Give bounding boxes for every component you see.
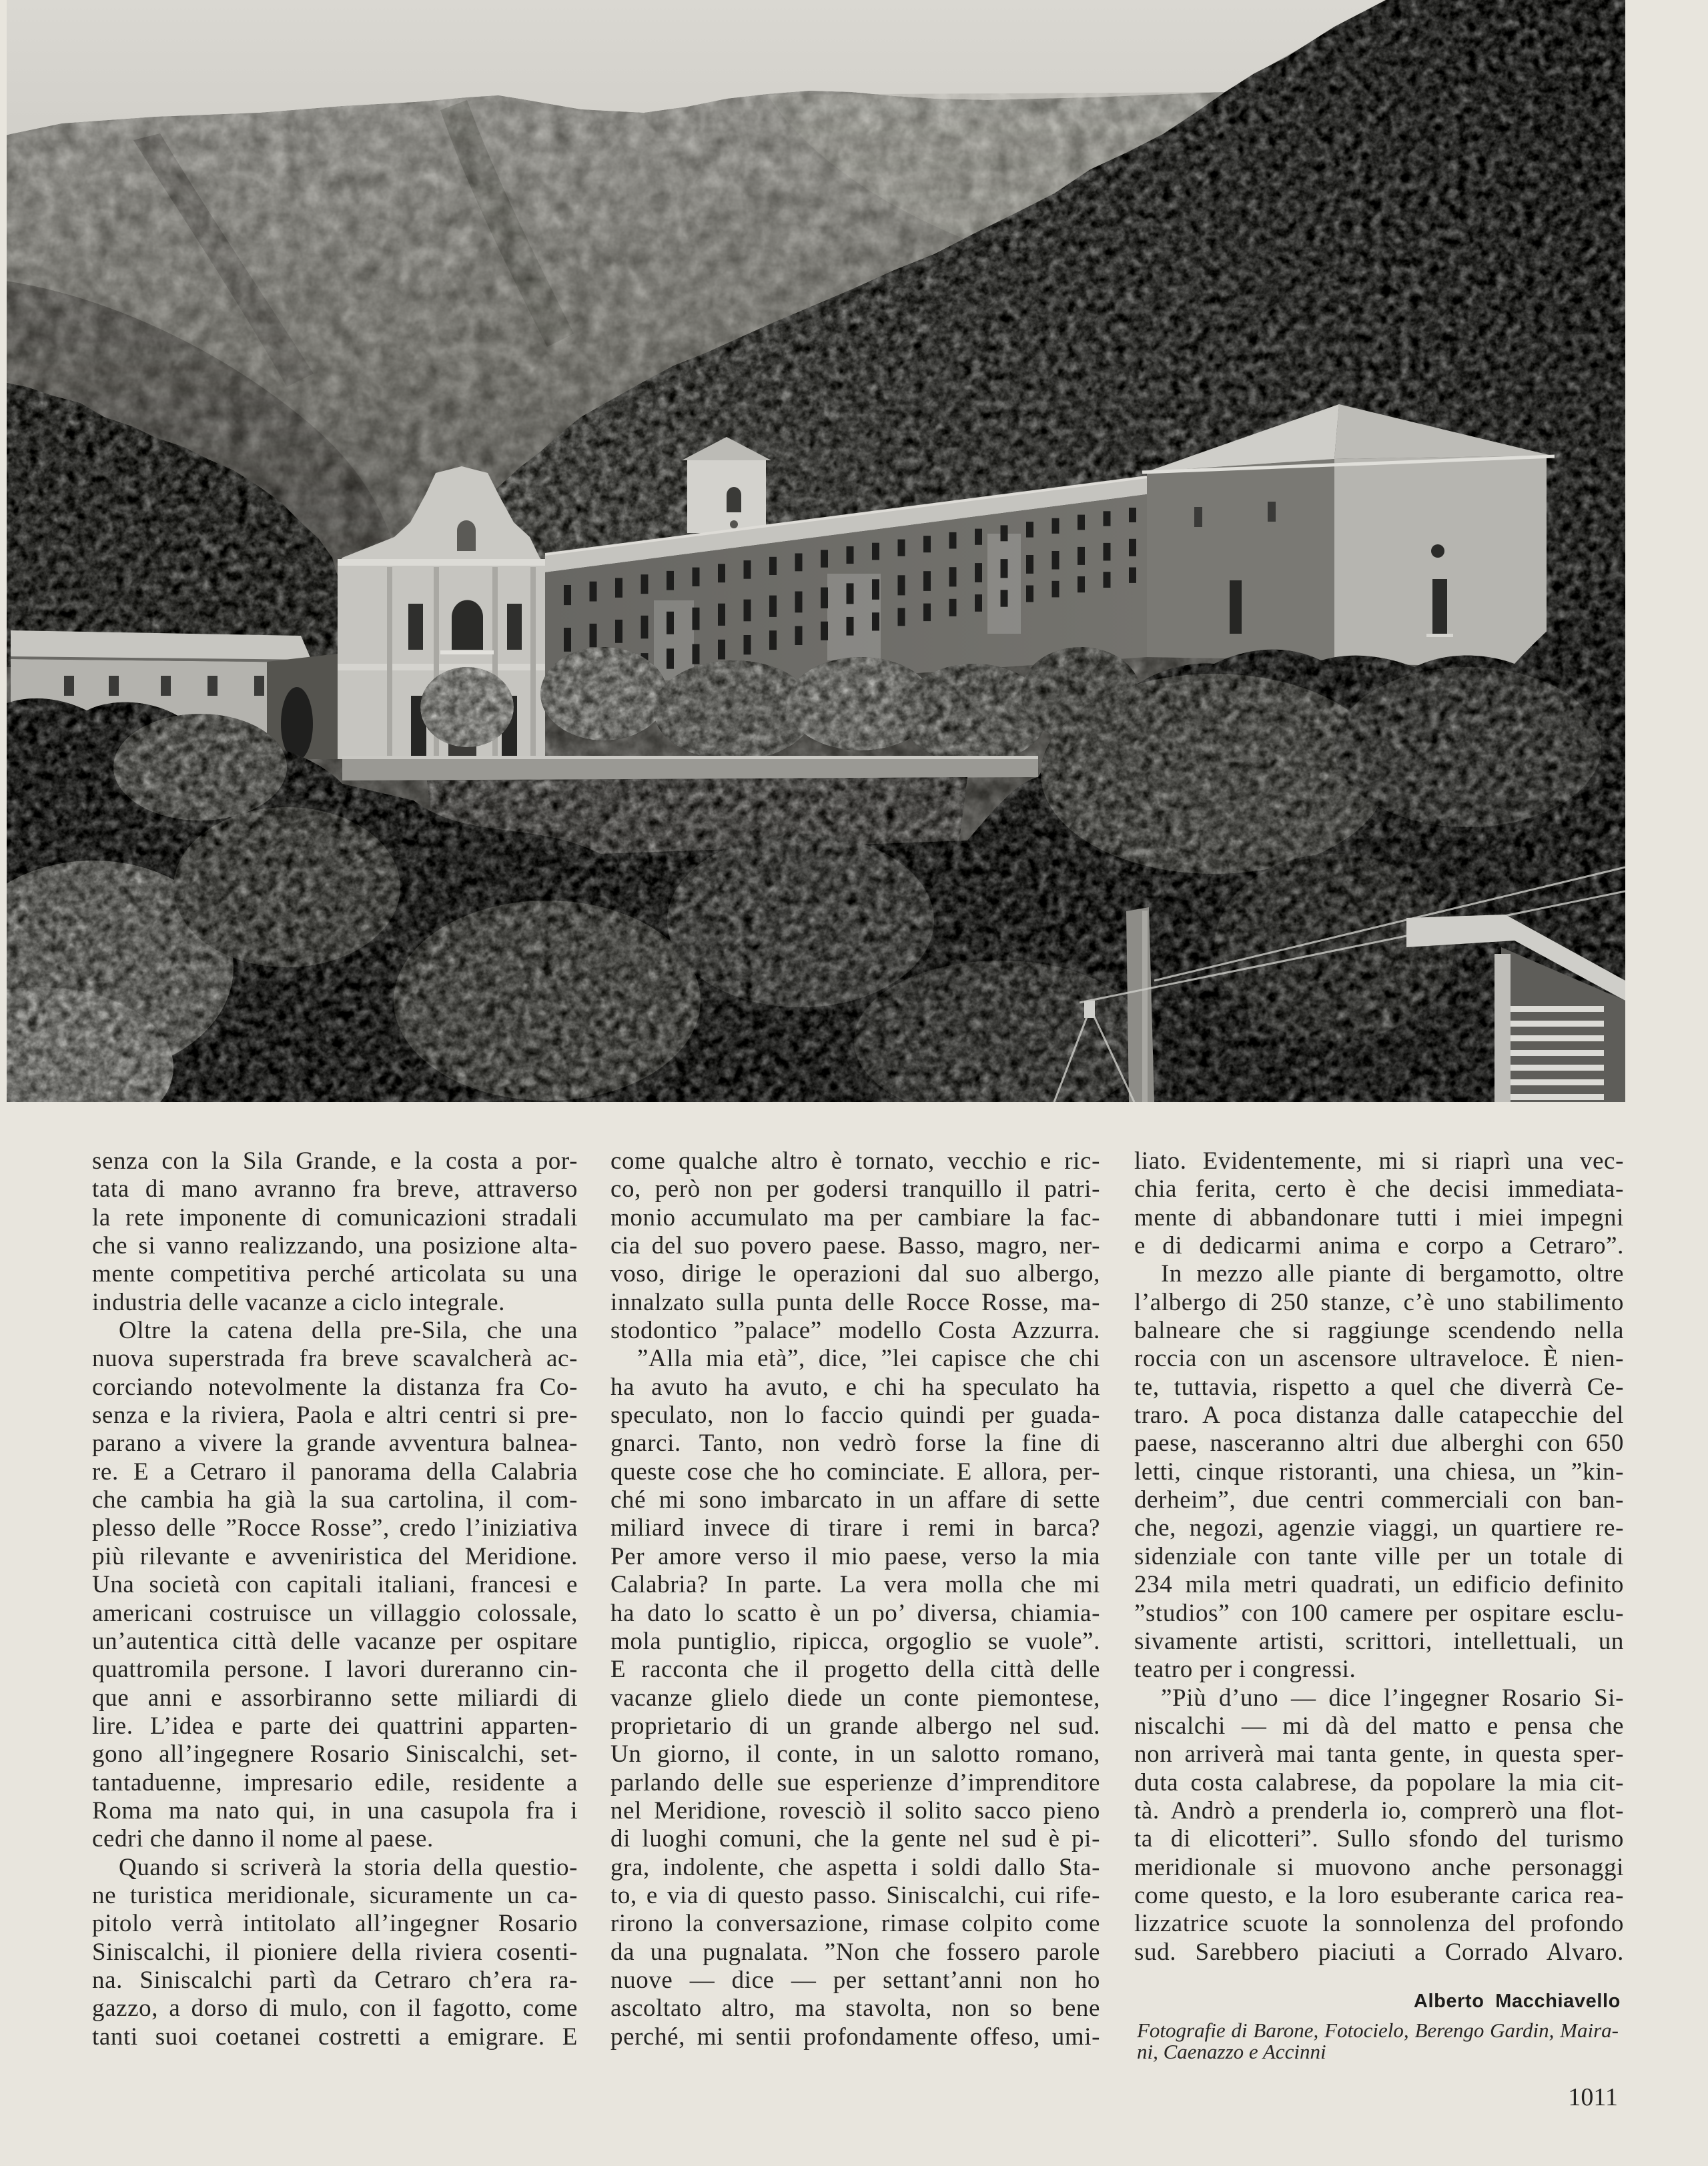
window — [667, 612, 674, 634]
window — [898, 608, 905, 626]
photo-credits — [1137, 2020, 1619, 2063]
window — [1026, 555, 1033, 574]
text-line: ha dato lo scatto è un po’ diversa, chiamia- — [610, 1599, 1100, 1627]
text-line: senza e la riviera, Paola e altri centri si pre- — [92, 1402, 578, 1430]
text-line: Calabria? In parte. La vera molla che mi — [610, 1571, 1100, 1599]
text-line: sidenziale con tante ville per un totale di — [1134, 1542, 1624, 1570]
photo-credits-line: ni, Caenazzo e Accinni — [1137, 2040, 1326, 2063]
text-line: sivamente artisti, scrittori, intellettuali, un — [1134, 1627, 1624, 1655]
text-line: un’autentica città delle vacanze per ospitare — [92, 1627, 578, 1655]
text-line: balneare che si raggiunge scendendo nella — [1134, 1317, 1624, 1345]
text-line: che cambia ha già la sua cartolina, il com- — [92, 1486, 578, 1514]
window — [718, 564, 725, 582]
window — [975, 529, 982, 545]
terrace-wall — [342, 756, 1038, 780]
text-line: la rete imponente di comunicazioni stradali — [92, 1203, 578, 1231]
text-line: da una pugnalata. ”Non che fossero parole — [610, 1938, 1100, 1966]
text-line: te, tuttavia, rispetto a quel che diverrà Ce- — [1134, 1373, 1624, 1401]
window — [744, 635, 751, 654]
paragraph-start: Oltre la catena della pre-Sila, che una — [119, 1317, 578, 1345]
text-line: nel Meridione, rovesciò il solito sacco pieno — [610, 1796, 1100, 1824]
window — [769, 557, 777, 575]
text-line: ”studios” con 100 camere per ospitare esclu- — [1134, 1599, 1624, 1627]
window — [769, 596, 777, 617]
text-line: e di dedicarmi anima e corpo a Cetraro”. — [1134, 1232, 1624, 1260]
text-line: mente competitiva perché articolata su una — [92, 1260, 578, 1288]
text-line: to, e via di questo passo. Siniscalchi, cui rife- — [610, 1881, 1100, 1909]
text-line: innalzato sulla punta delle Rocce Rosse, ma- — [610, 1288, 1100, 1316]
text-line: gono all’ingegnere Rosario Siniscalchi, set- — [92, 1740, 578, 1768]
text-line: come questo, e la loro esuberante carica rea- — [1134, 1881, 1624, 1909]
window — [1052, 551, 1059, 570]
window — [1078, 547, 1085, 565]
text-column-2 — [610, 1147, 1100, 2051]
text-line: 234 mila metri quadrati, un edificio definito — [1134, 1571, 1624, 1599]
text-line: cia del suo povero paese. Basso, magro, ner- — [610, 1232, 1100, 1260]
window — [898, 575, 905, 595]
text-line: lizzatrice scuote la sonnolenza del profondo — [1134, 1910, 1624, 1938]
paragraph-start: ”Alla mia età”, dice, ”lei capisce che chi — [637, 1345, 1100, 1373]
text-line: cedri che danno il nome al paese. — [92, 1825, 434, 1853]
window — [847, 617, 854, 636]
text-line: traro. A poca distanza dalle catapecchie del — [1134, 1402, 1624, 1430]
text-line: Siniscalchi, il pioniere della riviera cosenti- — [92, 1938, 578, 1966]
text-line: industria delle vacanze a ciclo integrale. — [92, 1288, 505, 1316]
text-line: duta costa calabrese, da popolare la mia cit- — [1134, 1768, 1624, 1796]
window — [821, 622, 828, 640]
text-line: re. E a Cetraro il panorama della Calabria — [92, 1458, 578, 1486]
window — [1052, 581, 1059, 598]
window — [949, 532, 957, 549]
author-byline: Alberto Macchiavello — [1413, 1991, 1621, 2012]
window — [641, 616, 649, 639]
paragraph-start: ”Più d’uno — dice l’ingegner Rosario Si- — [1161, 1684, 1624, 1712]
text-line: que anni e assorbiranno sette miliardi di — [92, 1684, 578, 1712]
window — [1104, 543, 1111, 561]
text-line: ché mi sono imbarcato in un affare di sette — [610, 1486, 1100, 1514]
window — [1078, 515, 1085, 530]
window — [949, 599, 957, 616]
text-line: gazzo, a dorso di mulo, con il fagotto, come — [92, 1995, 578, 2023]
window — [1129, 568, 1136, 583]
window — [975, 594, 982, 612]
text-line: monio accumulato ma per cambiare la fac- — [610, 1203, 1100, 1231]
window — [795, 592, 803, 613]
text-line: liato. Evidentemente, mi si riaprì una vec- — [1134, 1147, 1624, 1175]
text-line: derheim”, due centri commerciali con ban- — [1134, 1486, 1624, 1514]
text-line: come qualche altro è tornato, vecchio e ric- — [610, 1147, 1100, 1175]
text-line: lire. L’idea e parte dei quattrini apparten- — [92, 1712, 578, 1740]
window — [1104, 572, 1111, 588]
text-line: na. Siniscalchi partì da Cetraro ch’era ra- — [92, 1966, 578, 1994]
window — [949, 567, 957, 586]
text-line: proprietario di un grande albergo nel sud. — [610, 1712, 1100, 1740]
text-line: non arriverà mai tanta gente, in questa sper- — [1134, 1740, 1624, 1768]
text-line: parlando delle sue esperienze d’imprenditore — [610, 1768, 1100, 1796]
window — [847, 546, 854, 564]
text-line: mente di abbandonare tutti i miei impegni — [1134, 1203, 1624, 1231]
window — [872, 543, 879, 560]
window — [641, 574, 649, 594]
text-line: gra, indolente, che aspetta i soldi dallo Sta- — [610, 1853, 1100, 1881]
text-line: perché, mi sentii profondamente offeso, umi- — [610, 2023, 1100, 2051]
text-line: plesso delle ”Rocce Rosse”, credo l’iniziativa — [92, 1514, 578, 1542]
window — [693, 608, 700, 630]
text-line: quattromila persone. I lavori dureranno cin- — [92, 1656, 578, 1684]
window — [590, 624, 597, 647]
text-line: senza con la Sila Grande, e la costa a por- — [92, 1147, 578, 1175]
window — [564, 585, 571, 605]
paragraph-start: Quando si scriverà la storia della questio- — [119, 1853, 578, 1881]
window — [1001, 559, 1008, 578]
text-line: meridionale si muovono anche personaggi — [1134, 1853, 1624, 1881]
text-line: ha avuto ha avuto, e chi ha speculato ha — [610, 1373, 1100, 1401]
window — [821, 588, 828, 608]
window — [1026, 522, 1033, 538]
window — [667, 571, 674, 590]
text-line: corciando notevolmente la distanza fra Co- — [92, 1373, 578, 1401]
text-line: che, negozi, agenzie viaggi, un quartiere re- — [1134, 1514, 1624, 1542]
text-line: niscalchi — mi dà del matto e pensa che — [1134, 1712, 1624, 1740]
window — [821, 550, 828, 567]
window — [872, 612, 879, 630]
window — [923, 571, 931, 591]
text-line: Roma ma nato qui, in una casupola fra i — [92, 1796, 578, 1824]
text-line: speculato, non lo faccio quindi per guada- — [610, 1402, 1100, 1430]
text-line: tantaduenne, impresario edile, residente a — [92, 1768, 578, 1796]
window — [795, 626, 803, 646]
window — [1052, 518, 1059, 534]
text-line: americani costruisce un villaggio colossale, — [92, 1599, 578, 1627]
photo-monastery-in-valley — [7, 0, 1625, 1102]
text-line: gnarci. Tanto, non vedrò forse la fine di — [610, 1430, 1100, 1458]
text-line: ta di elicotteri”. Sullo sfondo del turismo — [1134, 1825, 1624, 1853]
text-line: parano a vivere la grande avventura balnea- — [92, 1430, 578, 1458]
text-line: ascoltato altro, ma stavolta, non so bene — [610, 1995, 1100, 2023]
window — [1078, 576, 1085, 592]
text-line: di luoghi comuni, che la gente nel sud è pi- — [610, 1825, 1100, 1853]
text-line: tà. Andrò a prenderla io, comprerò una flot- — [1134, 1796, 1624, 1824]
text-line: teatro per i congressi. — [1134, 1656, 1356, 1684]
window — [1129, 539, 1136, 556]
photo-credits-line: Fotografie di Barone, Fotocielo, Berengo Gardin, Maira- — [1137, 2019, 1619, 2042]
text-line: sud. Sarebbero piaciuti a Corrado Alvaro. — [1134, 1938, 1624, 1966]
text-line: tata di mano avranno fra breve, attraverso — [92, 1175, 578, 1203]
text-line: miliard invece di tirare i remi in barca? — [610, 1514, 1100, 1542]
window — [975, 563, 982, 582]
text-line: paese, nasceranno altri due alberghi con 650 — [1134, 1430, 1624, 1458]
window — [923, 536, 931, 552]
paragraph-start: In mezzo alle piante di bergamotto, oltre — [1161, 1260, 1624, 1288]
window — [1129, 508, 1136, 522]
text-line: nuove — dice — per settant’anni non ho — [610, 1966, 1100, 1994]
text-line: pitolo verrà intitolato all’ingegner Rosario — [92, 1910, 578, 1938]
window — [590, 582, 597, 602]
window — [667, 648, 674, 668]
window — [744, 560, 751, 579]
text-line: Un giorno, il conte, in un salotto romano, — [610, 1740, 1100, 1768]
text-line: nuova superstrada fra breve scavalcherà ac- — [92, 1345, 578, 1373]
window — [718, 640, 725, 660]
text-line: stodontico ”palace” modello Costa Azzurra. — [610, 1317, 1100, 1345]
window — [718, 604, 725, 626]
text-line: rirono la conversazione, rimase colpito come — [610, 1910, 1100, 1938]
text-line: mola puntiglio, ripicca, orgoglio se vuole”. — [610, 1627, 1100, 1655]
window — [744, 600, 751, 622]
text-line: Per amore verso il mio paese, verso la mia — [610, 1542, 1100, 1570]
window — [1001, 590, 1008, 606]
text-line: tanti suoi coetanei costretti a emigrare. E — [92, 2023, 578, 2051]
window — [615, 620, 622, 643]
text-line: E racconta che il progetto della città delle — [610, 1656, 1100, 1684]
window — [693, 568, 700, 586]
window — [769, 630, 777, 650]
window — [795, 554, 803, 572]
window — [564, 628, 571, 652]
window — [1026, 586, 1033, 602]
window — [1104, 511, 1111, 526]
page-number: 1011 — [1568, 2083, 1618, 2111]
text-line: ne turistica meridionale, sicuramente un ca- — [92, 1881, 578, 1909]
text-line: chia ferita, certo è che decisi immediata- — [1134, 1175, 1624, 1203]
text-line: co, però non per godersi tranquillo il patri- — [610, 1175, 1100, 1203]
text-line: queste cose che ho cominciate. E allora, per- — [610, 1458, 1100, 1486]
window — [847, 583, 854, 604]
window — [923, 604, 931, 622]
text-line: Una società con capitali italiani, francesi e — [92, 1571, 578, 1599]
window — [615, 578, 622, 597]
text-line: che si vanno realizzando, una posizione alta- — [92, 1232, 578, 1260]
text-line: letti, cinque ristoranti, una chiesa, un ”kin- — [1134, 1458, 1624, 1486]
window — [1001, 525, 1008, 541]
text-line: voso, dirige le operazioni dal suo albergo, — [610, 1260, 1100, 1288]
text-column-3 — [1134, 1147, 1624, 1967]
window — [693, 644, 700, 664]
text-line: roccia con un ascensore ultraveloce. È nien- — [1134, 1345, 1624, 1373]
window — [898, 540, 905, 556]
window — [872, 579, 879, 600]
text-line: vacanze glielo diede un conte piemontese, — [610, 1684, 1100, 1712]
text-line: più rilevante e avveniristica del Meridione. — [92, 1542, 578, 1570]
text-column-1 — [92, 1147, 578, 2051]
text-line: l’albergo di 250 stanze, c’è uno stabilimento — [1134, 1288, 1624, 1316]
